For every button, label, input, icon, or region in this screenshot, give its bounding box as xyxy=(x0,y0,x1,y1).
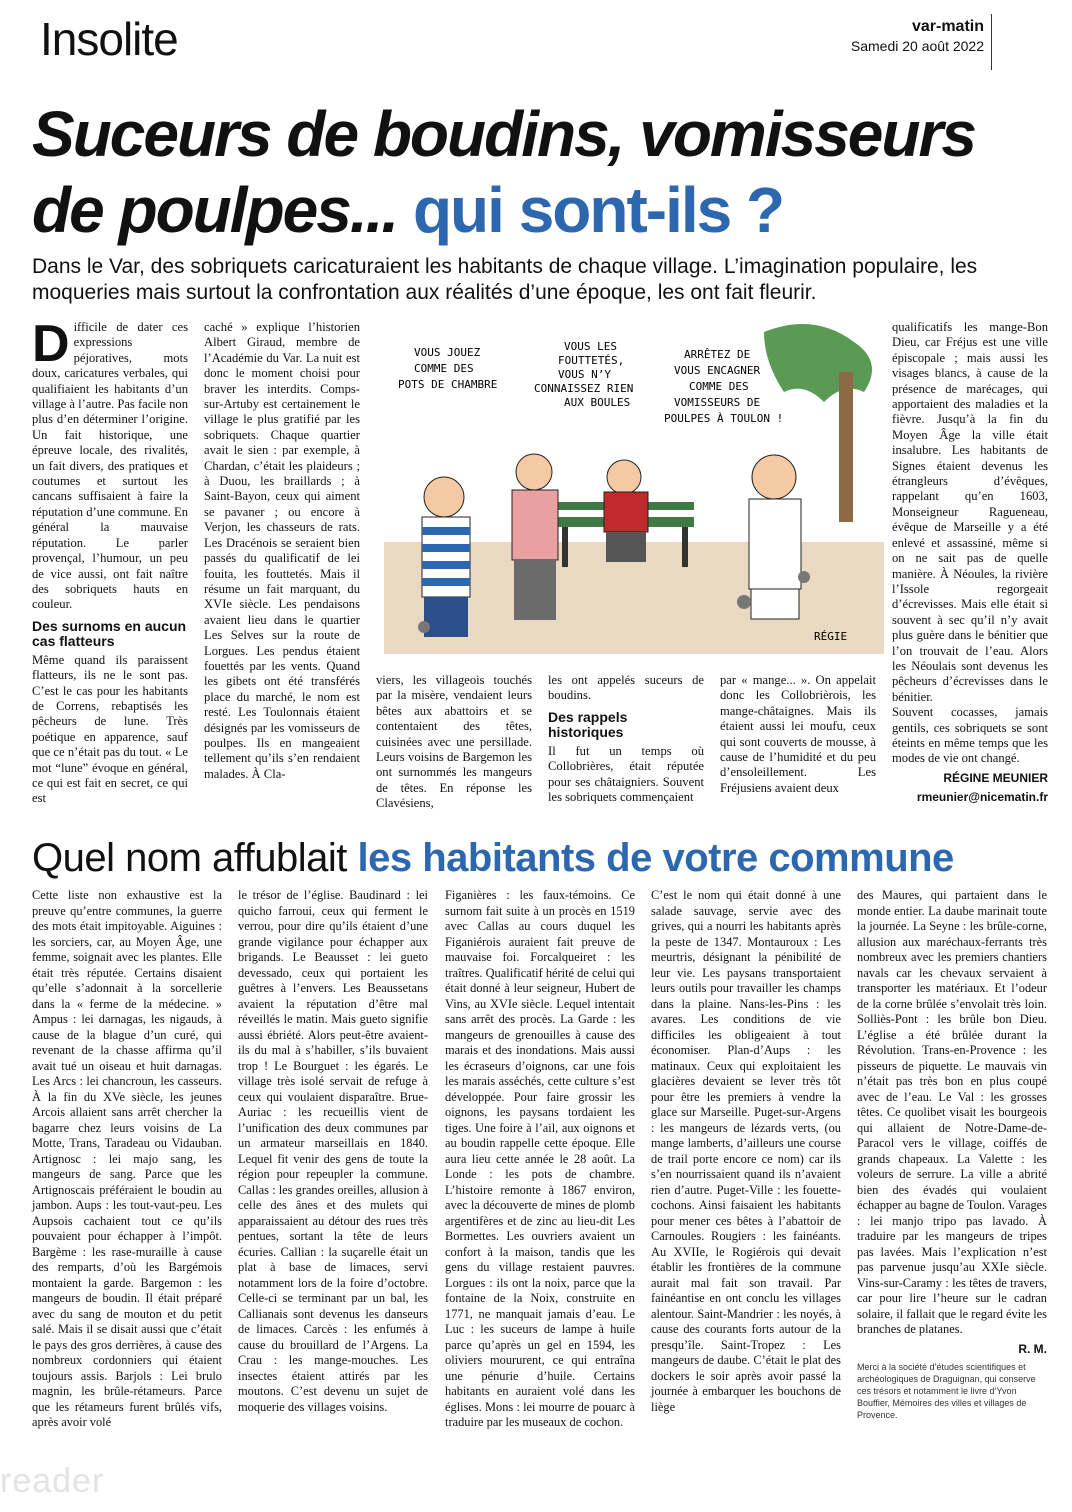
svg-text:AUX BOULES xyxy=(564,396,630,409)
list-headline-part1: Quel nom affublait xyxy=(32,836,347,880)
bubble3-line2: VOUS ENCAGNER xyxy=(674,364,761,377)
svg-text:VOUS LES xyxy=(564,340,617,353)
col4-paragraph-1: les ont appelés suceurs de boudins. xyxy=(548,673,704,703)
article-column-5 xyxy=(720,673,876,796)
list-column-4 xyxy=(651,888,841,1415)
masthead xyxy=(851,18,984,54)
svg-text:COMME DES xyxy=(689,380,749,393)
bubble2-line1: VOUS LES xyxy=(564,340,617,353)
col2-paragraph: caché » explique l’historien Albert Giraud, membre de l’Académie du Var. La nuit est donc le moment choisi pour braver les interdits. Comps-sur-Artuby est certainement le village le plus gratifié par les sobriquets. Chaque quartier avait le sien : par exemple, à Chardan, c’était les plaideurs ; à Duou, les braillards ; à Saint-Bayon, ceux qui aiment se pavaner ; ou encore à Verjon, les chasseurs de rats. Les Dracénois se seraient bien passés du qualificatif de lei fouita, les fouttetés. Mais il résume un fait marquant, du XVIe siècle. Les pendaisons avaient lieu dans le quartier Les Selves sur la route de Lorgues. Les pendus étaient fouettés par les vents. Quand les gibets ont été transférés place du marché, le nom est resté. Les Toulonnais étaient désignés par les vomisseurs de poulpes. Ils en mangeaient tellement qu’ils s’en rendaient malades. À Cla- xyxy=(204,320,360,781)
list-col5-text: des Maures, qui partaient dans le monde entier. La daube marinait toute la journée. La Seyne : les brûle-corne, allusion aux maréchaux-ferrants très nombreux avec les premiers chantiers navals car les chevaux servaient à transporter les matériaux. Et l’odeur de la corne brûlée s’envolait très loin. Solliès-Pont : les brûle bon Dieu. L’église a été brûlée durant la Révolution. Trans-en-Provence : les pisseurs de piquette. Le mauvais vin n’était pas très bon en plus coupé avec de l’eau. Le Val : les grosses têtes. Ce quolibet visait les bourgeois qui allaient de Notre-Dame-de-Paracol vers le village, coiffés de grands chapeaux. La Valette : les voleurs de serrure. La ville a abrité bien des évadés qui voulaient échapper au bagne de Toulon. Varages : lei manjo tripo pas lavado. À traduire par les mangeurs de tripes pas lavées. Mais l’explication n’est pas parvenue jusqu’au XXIe siècle. Vins-sur-Caramy : les têtes de travers, car pour lire l’heure sur le cadran solaire, il fallait que le regard évite les branches de platanes. xyxy=(857,888,1047,1336)
article-column-4 xyxy=(548,673,704,805)
bubble1-line2: COMME DES xyxy=(414,362,474,375)
col4-paragraph-2: Il fut un temps où Collobrières, était réputée pour ses châtaigniers. Souvent les sobriquets commençaient xyxy=(548,743,704,805)
article-column-3 xyxy=(376,673,532,812)
article-column-1 xyxy=(32,315,188,807)
dropcap: D xyxy=(32,315,70,373)
list-column-5 xyxy=(857,888,1047,1421)
svg-text:POTS DE CHAMBRE xyxy=(398,378,497,391)
col6-paragraph-2: Souvent cocasses, jamais gentils, ces sobriquets se sont éteints en même temps que les modes de vie ont changé. xyxy=(892,705,1048,766)
svg-text:VOUS ENCAGNER xyxy=(674,364,760,377)
list-column-3 xyxy=(445,888,635,1431)
bubble1-line1: VOUS JOUEZ xyxy=(414,346,481,359)
col3-paragraph: viers, les villageois touchés par la misère, vendaient leurs bêtes aux abattoirs et se contentaient des têtes, cuisinées avec une persillade. Leurs voisins de Bargemon les ont surnommés les mangeurs de têtes. En réponse les Clavésiens, xyxy=(376,673,532,811)
subheading-rappels: Des rappels historiques xyxy=(548,708,628,740)
acknowledgement: Merci à la société d’études scientifiques et archéologiques de Draguignan, qui conserve ces trésors et notamment le livre d’Yvon Bouffier, Mémoires des villes et villages de Provence. xyxy=(857,1362,1036,1420)
reader-watermark: reader xyxy=(0,1462,105,1500)
bubble2-line3: VOUS N’Y xyxy=(558,368,611,381)
headline-part2: qui sont-ils ? xyxy=(412,174,784,246)
list-headline-part2: les habitants de votre commune xyxy=(357,836,954,880)
svg-text:COMME DES xyxy=(414,362,474,375)
col1-paragraph-2: Même quand ils paraissent flatteurs, ils ne le sont pas. C’est le cas pour les habitants de Correns, rebaptisés les pêcheurs de lune. Très poétique en apparence, sauf que ce n’était pas du tout. « Le mot “lune” évoque en général, ce qui est fait en secret, ce qui est xyxy=(32,652,188,806)
list-column-1 xyxy=(32,888,222,1431)
list-headline xyxy=(32,834,1042,882)
svg-text:VOMISSEURS DE xyxy=(674,396,760,409)
list-column-2 xyxy=(238,888,428,1415)
bubble3-line3: COMME DES xyxy=(689,380,749,393)
bubble2-line4: CONNAISSEZ RIEN xyxy=(534,382,634,395)
cartoonist-signature: RÉGIE xyxy=(814,630,848,643)
svg-text:ARRÊTEZ DE xyxy=(684,348,750,361)
list-col2-text: le trésor de l’église. Baudinard : lei quicho farroui, ceux qui ferment le verrou, pour dire qu’ils étaient d’une grande vigilance pour échapper aux brigands. Le Beausset : lei gueto devessado, ceux qui portaient les guêtres à l’envers. Les Beaussetans avaient la réputation d’être mal réveillés le matin. Mais gueto signifie aussi ébriété. Alors peut-être avaient-ils du mal à s’habiller, s’ils buvaient trop ! Le Bourguet : les égarés. Le village très isolé servait de refuge à ceux qui voulaient disparaître. Brue-Auriac : les recueillis vient de l’unification des deux communes par un armateur marseillais en 1840. Lequel fit venir des gens de toute la région pour repeupler la commune. Callas : les grandes oreilles, allusion à celle des ânes et des mulets qui apparaissaient au détour des rues très pentues, sortant la tête de leurs écuries. Callian : la suçarelle était un plat à base de limaces, servi notamment lors de la foire d’octobre. Celle-ci se terminant par un bal, les Callianais sont devenus les danseurs de limaces. Carcès : les enfumés à cause du brouillard de l’Argens. La Crau : les mange-mouches. Les insectes étaient attirés par les moutons. C’est devenu un sujet de moquerie des villages voisins. xyxy=(238,888,428,1414)
header-divider xyxy=(991,14,992,70)
cartoon-illustration xyxy=(384,322,884,654)
svg-text:RÉGIE xyxy=(814,630,847,643)
bubble3-line5: POULPES À TOULON ! xyxy=(664,412,784,425)
bubble2-line5: AUX BOULES xyxy=(564,396,631,409)
svg-text:VOUS JOUEZ xyxy=(414,346,481,359)
bubble2-line2: FOUTTETÉS, xyxy=(558,354,625,367)
article-column-2 xyxy=(204,320,360,782)
section-title: Insolite xyxy=(40,13,178,65)
issue-date: Samedi 20 août 2022 xyxy=(850,38,984,54)
author-name: RÉGINE MEUNIER xyxy=(943,770,1048,785)
col6-paragraph-1: qualificatifs les mange-Bon Dieu, car Fréjus est une ville épiscopale ; mais aussi les visages blancs, à cause de la présence de marécages, qui apportaient des maladies et la fièvre. Jusqu’à la fin du Moyen Âge la ville était insalubre. Les habitants de Signes étaient devenus les étrangleurs d’évêques, rappelant qu’en 1603, Monseigneur Ragueneau, évêque de Marseille y a été enlevé et assassiné, même si on ne sait pas de quelle manière. À Néoules, la rivière l’Issole regorgeait d’écrevisses. Mais elle était si souvent à sec qu’il n’y avait plus guère dans le bénitier que l’on trouvait de l’eau. Alors les Néoulais sont devenus les pêcheurs d’écrevisses dans le bénitier. xyxy=(892,320,1048,704)
list-col1-text: Cette liste non exhaustive est la preuve qu’entre communes, la guerre des mots était impitoyable. Aiguines : les sorciers, car, au Moyen Âge, une femme, soignait avec les plantes. Elle était très réputée. Certains disaient qu’elle s’adonnait à la sorcellerie dans la « ferme de la médecine. » Ampus : lei darnagas, les nigauds, à cause de la blague d’un curé, qui revenant de la chasse affirma qu’il avait tué un oiseau et huit darnagas. Les Arcs : lei chancroun, les casseurs. À la fin du XVe siècle, les jeunes Arcois allaient sans arrêt chercher la bagarre chez leurs voisins de La Motte, Trans, Taradeau ou Vidauban. Artignosc : lei majo sang, les mangeurs de sang. Parce que les Artignoscais préféraient le boudin au jambon. Aups : les tout-vaut-peu. Les Aupsois cachaient tout ce qu’ils pouvaient pour échapper à l’impôt. Bargème : les rase-muraille à cause des remparts, d’où les Bargémois montaient la garde. Bargemon : les mangeurs de boudin. Il était préparé avec du sang de mouton et du petit salé. Mais il se disait aussi que c’était le pays des gros derrières, à cause des nombreux cordonniers qui étaient toujours assis. Barjols : Lei brulo magnin, les brûle-rétameurs. Parce que les rétameurs furent brûlés vifs, après avoir volé xyxy=(32,888,222,1429)
list-signature: R. M. xyxy=(1018,1341,1047,1356)
svg-text:POULPES À TOULON ! xyxy=(664,412,783,425)
page-header xyxy=(32,8,1040,72)
bubble1-line3: POTS DE CHAMBRE xyxy=(398,378,498,391)
svg-text:CONNAISSEZ RIEN xyxy=(534,382,633,395)
list-col3-text: Figanières : les faux-témoins. Ce surnom fait suite à un procès en 1519 avec Callas au cours duquel les Figaniérois auraient fait preuve de mauvaise foi. Forcalqueiret : les traîtres. Qualificatif hérité de celui qui était donné à leur seigneur, Hubert de Vins, au XVIe siècle. Lequel intentait sans arrêt des procès. La Garde : les mangeurs de grenouilles à cause des marais et des inondations. Mais aussi les écraseurs d’oignons, car une fois les marais asséchés, cette culture s’est développée. Pour faire grossir les oignons, les paysans tordaient les tiges. Une foire à l’ail, aux oignons et au boudin rappelle cette époque. Elle aura lieu cette année le 28 août. La Londe : les pots de chambre. L’histoire remonte à 1867 environ, avec la découverte de mines de plomb argentifères et de zinc au lieu-dit Les Bormettes. Les ouvriers avaient un confort à la maison, tandis que les gens du village restaient pauvres. Lorgues : ils ont la noix, parce que la fontaine de la Noix, construite en 1771, ne manquait jamais d’eau. Le Luc : les suceurs de lampe à huile parce qu’après un gel en 1594, les oliviers moururent, ce qui entraîna une pénurie d’huile. Certains habitants en auraient volé dans les églises. Mons : lei mourre de pouarc à traduire par les museaux de cochon. xyxy=(445,888,635,1429)
svg-text:VOUS N’Y xyxy=(558,368,611,381)
subheading-surnoms: Des surnoms en aucun cas flatteurs xyxy=(32,617,187,649)
col5-paragraph: par « mange... ». On appelait donc les Collobrièrois, les mange-châtaignes. Mais ils étaient aussi lei moufu, ceux qui sont couverts de mousse, à cause de l’humidité et du peu d’ensoleillement. Les Fréjusiens avaient deux xyxy=(720,673,876,795)
headline-part1: Suceurs de boudins, vomisseurs de poulpes... xyxy=(32,98,975,246)
headline xyxy=(32,96,1042,248)
bubble3-line1: ARRÊTEZ DE xyxy=(684,348,751,361)
lede: Dans le Var, des sobriquets caricaturaient les habitants de chaque village. L’imagination populaire, les moqueries mais surtout la confrontation aux réalités d’une époque, les ont fait fleurir. xyxy=(32,255,978,304)
author-email: rmeunier@nicematin.fr xyxy=(916,790,1048,805)
bubble3-line4: VOMISSEURS DE xyxy=(674,396,761,409)
list-col4-text: C’est le nom qui était donné à une salade sauvage, servie avec des grives, qui a nourri les habitants après la peste de 1347. Montauroux : Les meurtris, désignant la pénibilité de leur vie. Les paysans transportaient leurs outils pour travailler les champs dans la plaine. Nans-les-Pins : les avares. Les conditions de vie difficiles les obligeaient à tout économiser. Plan-d’Aups : les matinaux. Ceux qui exploitaient les glacières devaient se lever très tôt pour être les premiers à vendre la glace sur Marseille. Puget-sur-Argens : les mangeurs de lézards verts, (ou mange lamberts, d’ailleurs une course de trail porte encore ce nom) car ils s’en nourrissaient quand ils n’avaient rien d’autre. Puget-Ville : les fouette-cochons. Ainsi faisaient les habitants pour mener ces bêtes à l’abattoir de Carnoules. Rougiers : les fainéants. Au XVIIe, le Rogiérois qui devait établir les frontières de la commune aurait mal fait son travail. Par fainéantise en ont conclu les villages alentour. Saint-Mandrier : les noyés, à cause des courants forts autour de la presqu’île. Saint-Tropez : Les mangeurs de daube. C’était le plat des dockers le soir après avoir passé la journée à embarquer les bouchons de liège xyxy=(651,888,841,1414)
article-column-6 xyxy=(892,320,1048,806)
newspaper-name: var-matin xyxy=(911,18,984,35)
svg-text:FOUTTETÉS, xyxy=(558,354,624,367)
col1-paragraph-1: ifficile de dater ces expressions péjoratives, mots doux, caricatures verbales, qui qualifiaient les habitants d’un village à l’autre. Pas facile non plus d’en déterminer l’origine. Un fait historique, une épreuve locale, des rivalités, un fait divers, des pratiques et coutumes et surtout les cancans suffisaient à faire la réputation d’une commune. En général la mauvaise réputation. Le parler provençal, l’humour, un peu de vice aussi, ont fait naître des sobriquets hauts en couleur. xyxy=(32,320,188,612)
